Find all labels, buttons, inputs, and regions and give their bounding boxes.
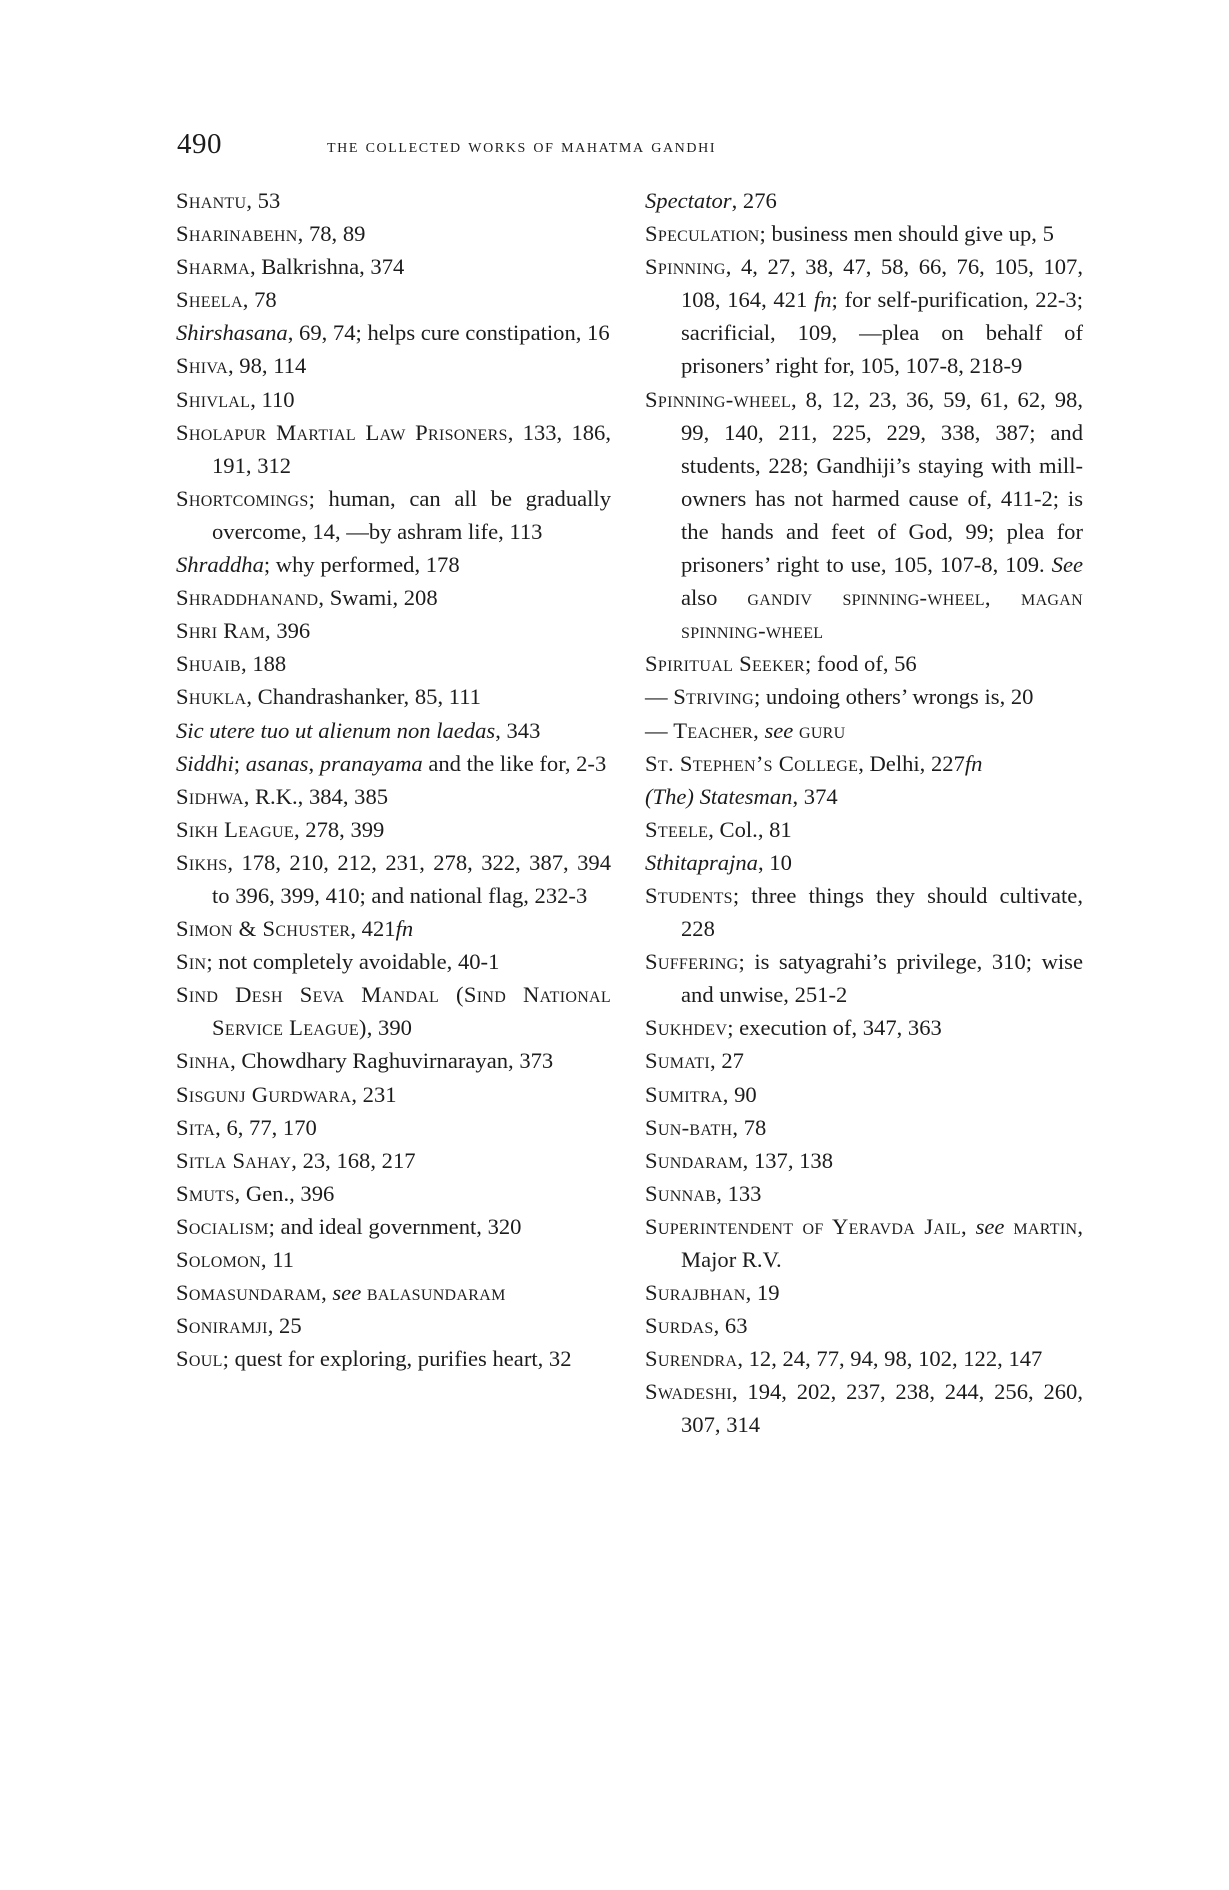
entry-heading: Sin: [176, 949, 207, 975]
index-entry: [176, 680, 611, 713]
index-entry: [645, 1375, 1083, 1441]
entry-heading: Smuts: [176, 1180, 235, 1206]
entry-text: ; food of, 56: [805, 651, 917, 677]
entry-heading: Somasundaram: [176, 1280, 322, 1306]
entry-heading: Sukhdev: [645, 1015, 728, 1041]
index-entry: [645, 747, 1083, 780]
entry-heading: Solomon: [176, 1247, 261, 1272]
entry-text: , 12, 24, 77, 94, 98, 102, 122, 147: [737, 1346, 1043, 1372]
entry-heading: Teacher: [673, 717, 754, 743]
index-entry: [176, 349, 611, 382]
entry-text: , 188: [241, 651, 287, 677]
entry-text: ; undoing others’ wrongs is, 20: [753, 684, 1034, 710]
entry-text: , 374: [792, 783, 838, 809]
index-entry: [176, 283, 611, 316]
entry-text: , 25: [267, 1313, 302, 1339]
entry-text: and the like for, 2-3: [422, 750, 607, 776]
index-entry: [645, 1276, 1083, 1309]
entry-heading: Sumati: [645, 1048, 711, 1074]
italic-text: Shirshasana: [176, 320, 288, 346]
italic-text: Sic utere tuo ut alienum non laedas: [176, 717, 496, 743]
entry-heading: Shiva: [176, 353, 228, 379]
entry-text: ; human, can all be gradually overcome, 14, —by ashram life, 113: [212, 485, 611, 544]
italic-text: Sthitaprajna: [645, 849, 758, 875]
index-entry: [645, 217, 1083, 250]
index-entry: [645, 647, 1083, 680]
entry-text: —: [645, 717, 674, 743]
entry-heading: Sita: [176, 1114, 216, 1140]
entry-text: , 4, 27, 38, 47, 58, 66, 76, 105, 107, 108, 164, 421: [681, 254, 1083, 313]
entry-text: , 90: [722, 1081, 757, 1107]
index-entry: [645, 1210, 1083, 1276]
entry-heading: Sikh League: [176, 816, 294, 842]
entry-heading: Shukla: [176, 684, 247, 710]
entry-text: , Chowdhary Raghuvirnarayan, 373: [230, 1048, 554, 1074]
index-entry: [176, 184, 611, 217]
entry-heading: Sholapur Martial Law Prisoners: [176, 419, 508, 445]
entry-text: ; is satyagrahi’s privilege, 310; wise and unwise, 251-2: [681, 949, 1083, 1008]
entry-text: ; execution of, 347, 363: [727, 1015, 942, 1041]
index-entry: [176, 581, 611, 614]
italic-text: Shraddha: [176, 552, 264, 578]
entry-text: , 63: [713, 1313, 748, 1339]
entry-text: , 133: [716, 1180, 762, 1206]
entry-text: ,: [321, 1280, 333, 1306]
index-entry: [176, 912, 611, 945]
entry-heading: Sheela: [176, 287, 243, 313]
italic-text: fn: [813, 287, 832, 313]
index-entry: [645, 680, 1083, 713]
entry-heading: Superintendent of Yeravda Jail: [645, 1213, 961, 1239]
entry-heading: martin: [1013, 1213, 1078, 1239]
entry-text: , 343: [495, 717, 541, 743]
entry-text: ,: [308, 750, 320, 776]
index-column-right: [645, 184, 1083, 1442]
entry-heading: guru: [798, 717, 846, 743]
index-entry: [645, 780, 1083, 813]
entry-text: , 178, 210, 212, 231, 278, 322, 387, 394 to 396, 399, 410; and national flag, 232-3: [212, 849, 611, 908]
italic-text: see: [975, 1213, 1005, 1239]
entry-heading: Socialism: [176, 1213, 269, 1239]
entry-heading: Simon & Schuster: [176, 916, 351, 942]
entry-text: , Gen., 396: [234, 1180, 335, 1206]
page-number: 490: [177, 128, 222, 160]
entry-text: —: [645, 684, 674, 710]
entry-text: , 421: [350, 916, 396, 942]
entry-text: , Swami, 208: [318, 585, 438, 611]
entry-text: , 11: [260, 1247, 294, 1272]
entry-heading: Surdas: [645, 1313, 714, 1339]
entry-text: ; not completely avoidable, 40-1: [206, 949, 500, 975]
index-entry: [176, 250, 611, 283]
entry-text: , 78, 89: [297, 221, 366, 247]
index-entry: [176, 780, 611, 813]
entry-heading: Spinning-wheel: [645, 386, 792, 412]
entry-text: , 23, 168, 217: [291, 1147, 416, 1173]
index-entry: [176, 813, 611, 846]
italic-text: Spectator: [645, 188, 732, 213]
entry-heading: Shri Ram: [176, 618, 266, 644]
italic-text: (The) Statesman: [645, 783, 793, 809]
entry-heading: Speculation: [645, 221, 760, 247]
entry-heading: balasundaram: [366, 1280, 506, 1306]
entry-text: , 133, 186, 191, 312: [212, 419, 611, 478]
index-entry: [176, 1144, 611, 1177]
index-entry: [645, 714, 1083, 747]
entry-heading: Sinha: [176, 1048, 231, 1074]
index-entry: [176, 1309, 611, 1342]
entry-text: , 19: [745, 1280, 780, 1306]
index-entry: [176, 1342, 611, 1375]
index-entry: [176, 548, 611, 581]
entry-heading: Shortcomings: [176, 485, 309, 511]
index-entry: [176, 1078, 611, 1111]
running-title: the collected works of mahatma gandhi: [327, 135, 717, 157]
entry-heading: Sundaram: [645, 1147, 743, 1173]
entry-text: ; three things they should cultivate, 228: [681, 882, 1083, 942]
index-column-left: [176, 184, 611, 1375]
index-entry: [176, 978, 611, 1044]
index-entry: [176, 1111, 611, 1144]
entry-text: , Col., 81: [708, 816, 792, 842]
entry-heading: Spinning: [645, 254, 726, 280]
entry-text: ,: [753, 717, 765, 743]
entry-text: , 78: [242, 287, 277, 313]
index-entry: [645, 383, 1083, 648]
index-entry: [645, 879, 1083, 945]
entry-heading: Sun-bath: [645, 1114, 733, 1140]
entry-text: , 390: [366, 1015, 412, 1041]
entry-text: , R.K., 384, 385: [243, 783, 389, 809]
index-entry: [645, 1144, 1083, 1177]
entry-heading: Soul: [176, 1346, 223, 1372]
entry-heading: Suffering: [645, 949, 739, 975]
index-entry: [645, 184, 1083, 217]
entry-text: also: [681, 585, 748, 611]
entry-heading: Shantu: [176, 188, 247, 213]
index-entry: [645, 1011, 1083, 1044]
index-entry: [176, 316, 611, 349]
entry-heading: Sumitra: [645, 1081, 723, 1107]
entry-heading: Surajbhan: [645, 1280, 746, 1306]
entry-heading: gandiv spinning-wheel, magan spinning-wheel: [681, 585, 1083, 644]
entry-text: , 396: [265, 618, 311, 644]
index-entry: [645, 1309, 1083, 1342]
entry-heading: Striving: [673, 684, 754, 710]
entry-heading: Sharma: [176, 254, 250, 280]
index-entry: [645, 1078, 1083, 1111]
entry-text: , 276: [731, 188, 777, 213]
entry-text: , 137, 138: [742, 1147, 834, 1173]
entry-heading: Steele: [645, 816, 709, 842]
index-entry: [645, 813, 1083, 846]
index-entry: [176, 714, 611, 747]
italic-text: fn: [964, 750, 983, 776]
index-entry: [176, 1210, 611, 1243]
entry-heading: Shraddhanand: [176, 585, 319, 611]
entry-text: , Chandrashanker, 85, 111: [246, 684, 481, 710]
entry-heading: Swadeshi: [645, 1379, 732, 1405]
entry-text: , 53: [246, 188, 281, 213]
entry-text: ; for self-purification, 22-3; sacrificial, 109, —plea on behalf of prisoners’ right for, 105, 107-8, 218-9: [681, 287, 1083, 379]
index-entry: [176, 647, 611, 680]
index-entry: [645, 1177, 1083, 1210]
entry-text: , 98, 114: [228, 353, 307, 379]
entry-text: ; business men should give up, 5: [759, 221, 1054, 247]
index-entry: [176, 217, 611, 250]
entry-text: ; quest for exploring, purifies heart, 32: [222, 1346, 572, 1372]
entry-heading: Students: [645, 882, 733, 908]
index-entry: [176, 1044, 611, 1077]
entry-heading: Spiritual Seeker: [645, 651, 806, 677]
index-entry: [176, 383, 611, 416]
entry-heading: Shivlal: [176, 386, 251, 412]
index-entry: [176, 482, 611, 548]
entry-text: , 78: [732, 1114, 767, 1140]
entry-heading: Sisgunj Gurdwara: [176, 1081, 352, 1107]
entry-heading: Sidhwa: [176, 783, 244, 809]
index-entry: [176, 846, 611, 912]
index-entry: [645, 250, 1083, 382]
entry-heading: St. Stephen’s College: [645, 750, 859, 776]
index-entry: [176, 416, 611, 482]
entry-text: ; why performed, 178: [263, 552, 460, 578]
entry-text: , 8, 12, 23, 36, 59, 61, 62, 98, 99, 140, 211, 225, 229, 338, 387; and students, 228; Gandhiji’s staying with mill-owners has not harmed cause of, 411-2; is the hands and feet of God, 99; plea for prisoners’ right to use, 105, 107-8, 109.: [681, 386, 1083, 578]
entry-text: , 231: [351, 1081, 397, 1107]
index-entry: [176, 1243, 611, 1276]
entry-text: , 69, 74; helps cure constipation, 16: [287, 320, 610, 346]
entry-text: , 6, 77, 170: [215, 1114, 317, 1140]
index-entry: [176, 1276, 611, 1309]
entry-text: ;: [233, 750, 246, 776]
entry-text: , 194, 202, 237, 238, 244, 256, 260, 307, 314: [681, 1379, 1083, 1438]
entry-text: ,: [960, 1213, 976, 1239]
italic-text: pranayama: [319, 750, 423, 776]
italic-text: asanas: [245, 750, 309, 776]
index-entry: [176, 614, 611, 647]
entry-heading: Sharinabehn: [176, 221, 298, 247]
index-entry: [176, 747, 611, 780]
entry-heading: Sind Desh Seva Mandal (Sind National Service League): [176, 982, 611, 1041]
entry-heading: Surendra: [645, 1346, 738, 1372]
index-entry: [645, 1111, 1083, 1144]
entry-text: , Delhi, 227: [858, 750, 965, 776]
entry-heading: Sunnab: [645, 1180, 717, 1206]
entry-heading: Sikhs: [176, 849, 228, 875]
italic-text: See: [1051, 552, 1083, 578]
entry-heading: Sitla Sahay: [176, 1147, 292, 1173]
entry-text: , Balkrishna, 374: [249, 254, 405, 280]
entry-text: , 10: [757, 849, 792, 875]
index-entry: [645, 846, 1083, 879]
index-entry: [645, 945, 1083, 1011]
entry-text: , 278, 399: [293, 816, 385, 842]
italic-text: Siddhi: [176, 750, 234, 776]
entry-text: , 110: [250, 386, 295, 412]
italic-text: see: [764, 717, 794, 743]
index-entry: [176, 1177, 611, 1210]
entry-heading: Soniramji: [176, 1313, 268, 1339]
index-entry: [645, 1342, 1083, 1375]
entry-text: , Major R.V.: [681, 1213, 1084, 1272]
entry-heading: Shuaib: [176, 651, 242, 677]
italic-text: fn: [395, 916, 414, 942]
entry-text: ; and ideal government, 320: [268, 1213, 522, 1239]
index-entry: [645, 1044, 1083, 1077]
entry-text: , 27: [710, 1048, 744, 1074]
italic-text: see: [332, 1280, 362, 1306]
index-entry: [176, 945, 611, 978]
